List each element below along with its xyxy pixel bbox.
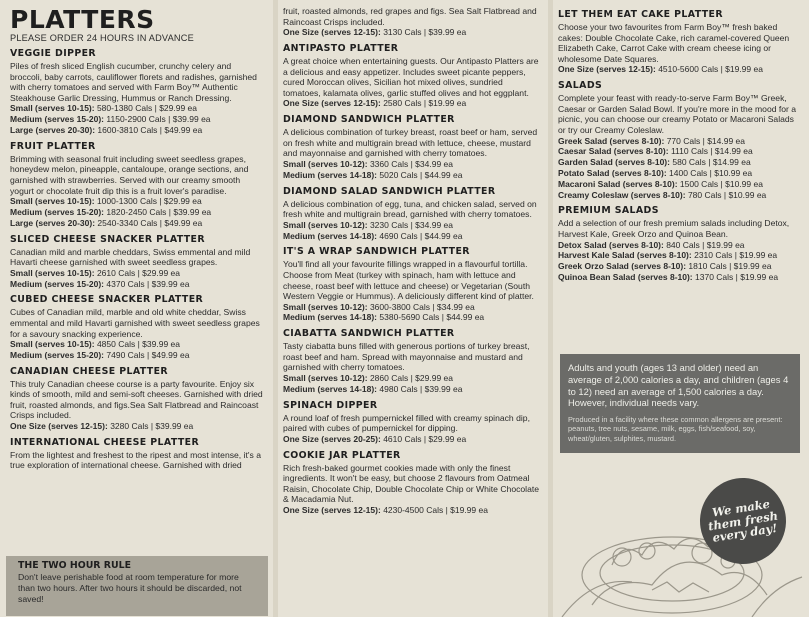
- menu-section: [10, 48, 264, 136]
- size-price-line: Potato Salad (serves 8-10): 1400 Cals | $10.99 ea: [558, 167, 753, 178]
- price: $44.99 ea: [446, 312, 485, 323]
- calories: 4610 Cals: [383, 433, 422, 444]
- calories: 3280 Cals: [110, 421, 149, 432]
- price: $39.99 ea: [155, 421, 194, 432]
- section-title: ANTIPASTO PLATTER: [283, 42, 399, 54]
- page-subtitle: PLEASE ORDER 24 HOURS IN ADVANCE: [10, 33, 194, 43]
- size-price-line: Caesar Salad (serves 8-10): 1110 Cals | $14.99 ea: [558, 146, 753, 157]
- section-title: SALADS: [558, 80, 603, 92]
- size-label: Medium (serves 14-18):: [283, 169, 378, 180]
- size-label: Medium (serves 14-18):: [283, 230, 378, 241]
- calories: 5020 Cals: [379, 169, 418, 180]
- section-description: Complete your feast with ready-to-serve Farm Boy™ Greek, Caesar or Garden Salad Bowl. If you're more in the mood for a picnic, you can choose our creamy Potato or Macaroni Salads or try our Creamy Coleslaw.: [558, 93, 797, 135]
- calories: 1110 Cals: [670, 146, 708, 157]
- section-title: IT'S A WRAP SANDWICH PLATTER: [283, 246, 470, 258]
- size-price-line: One Size (serves 12-15): 4230-4500 Cals | $19.99 ea: [283, 505, 488, 516]
- price: $14.99 ea: [712, 157, 751, 168]
- section-description: Tasty ciabatta buns filled with generous portions of turkey breast, roast beef and ham. Spread with mayonnaise and mustard and garnished with cherry tomatoes.: [283, 341, 530, 373]
- column-1-sections: [10, 48, 264, 471]
- section-description: Choose your two favourites from Farm Boy™ fresh baked cakes: Double Chocolate Cake, rich caramel-covered Queen Elizabeth Cake, Carrot Cake with cream cheese icing or wholesome Date Squares.: [558, 22, 790, 64]
- section-title: DIAMOND SALAD SANDWICH PLATTER: [283, 185, 496, 197]
- section-description: A round loaf of fresh pumpernickel filled with creamy spinach dip, paired with cubes of pumpernickel for dipping.: [283, 412, 530, 434]
- section-description: This truly Canadian cheese course is a party favourite. Enjoy six kinds of smooth, mild and semi-soft cheeses. Garnished with dried fruit, roasted almonds, and figs.Sea Salt Flatbread and Raincoast Crisps included.: [10, 378, 263, 421]
- size-price-line: Detox Salad (serves 8-10): 840 Cals | $19.99 ea: [558, 239, 745, 250]
- calories: 2610 Cals: [96, 267, 136, 278]
- menu-section: [283, 43, 542, 109]
- calories: 2540-3340 Cals: [97, 217, 158, 228]
- column-2-sections: [283, 6, 542, 516]
- size-price-line: Small (serves 10-15): 1000-1300 Cals | $29.99 ea: [10, 196, 202, 207]
- price: $19.99 ea: [740, 271, 779, 282]
- section-description: A delicious combination of egg, tuna, and chicken salad, served on fresh white and multigrain bread, garnished with cherry tomatoes.: [283, 198, 537, 220]
- size-price-line: Medium (serves 15-20): 4370 Cals | $39.99 ea: [10, 278, 190, 289]
- calories: 580-1380 Cals: [96, 103, 153, 114]
- calories: 1000-1300 Cals: [96, 196, 157, 207]
- size-price-line: Large (serves 20-30): 2540-3340 Cals | $49.99 ea: [10, 217, 203, 228]
- size-label: Macaroni Salad (serves 8-10):: [558, 178, 678, 189]
- price: $39.99 ea: [172, 114, 211, 125]
- size-price-line: Small (serves 10-15): 4850 Cals | $39.99 ea: [10, 339, 180, 350]
- price: $10.99 ea: [714, 167, 753, 178]
- section-title: INTERNATIONAL CHEESE PLATTER: [10, 436, 200, 448]
- calories: 1810 Cals: [688, 261, 727, 272]
- size-label: Small (serves 10-12):: [283, 373, 368, 384]
- size-price-line: One Size (serves 12-15): 2580 Cals | $19.99 ea: [283, 98, 467, 109]
- section-title: FRUIT PLATTER: [10, 140, 96, 152]
- menu-section: [283, 328, 542, 394]
- size-label: Harvest Kale Salad (serves 8-10):: [558, 250, 692, 261]
- size-price-line: Creamy Coleslaw (serves 8-10): 780 Cals | $10.99 ea: [558, 189, 767, 200]
- price: $39.99 ea: [142, 339, 180, 350]
- price: $29.99 ea: [428, 433, 467, 444]
- menu-section: [283, 246, 542, 323]
- calories: 3360 Cals: [369, 158, 409, 169]
- size-price-line: Harvest Kale Salad (serves 8-10): 2310 Cals | $19.99 ea: [558, 250, 778, 261]
- menu-section: [283, 114, 542, 180]
- section-description: Brimming with seasonal fruit including sweet seedless grapes, honeydew melon, pineapple, cantaloupe, orange sections, and garnished with strawberries. Served with our creamy smooth yogurt or chocolate fruit dip this is a fruit lover's paradise.: [10, 153, 249, 196]
- price: $34.99 ea: [436, 301, 475, 312]
- price: $49.99 ea: [151, 349, 190, 360]
- size-price-line: Small (serves 10-12): 3230 Cals | $34.99 ea: [283, 219, 453, 230]
- price: $34.99 ea: [415, 219, 453, 230]
- calories: 4230-4500 Cals: [383, 505, 444, 516]
- column-2: [278, 0, 548, 521]
- calories: 1150-2900 Cals: [106, 114, 166, 125]
- calories: 2860 Cals: [369, 373, 409, 384]
- calories: 4370 Cals: [106, 278, 145, 289]
- size-label: One Size (serves 12-15):: [283, 505, 381, 516]
- price: $10.99 ea: [728, 189, 767, 200]
- section-description: From the lightest and freshest to the ripest and most intense, it's a true exploration of international cheese. Garnished with dried: [10, 449, 261, 471]
- price: $49.99 ea: [164, 217, 203, 228]
- size-label: One Size (serves 12-15):: [283, 27, 381, 38]
- calories: 2310 Cals: [694, 250, 733, 261]
- size-label: Potato Salad (serves 8-10):: [558, 167, 667, 178]
- menu-section: [283, 400, 542, 445]
- size-label: One Size (serves 12-15):: [283, 98, 381, 109]
- menu-section: [283, 450, 542, 516]
- size-label: Large (serves 20-30):: [10, 124, 96, 135]
- section-description: You'll find all your favourite fillings wrapped in a flavourful tortilla. Choose from Meat (turkey with spinach, ham with lettuce and cheese, roast beef with lettuce and cheese) or Vegetarian (South Western Veggie or Hummus). A deliciously different kind of platter.: [283, 259, 534, 302]
- size-price-line: One Size (serves 12-15): 3280 Cals | $39.99 ea: [10, 421, 194, 432]
- price: $39.99 ea: [173, 206, 212, 217]
- size-label: Small (serves 10-15):: [10, 267, 95, 278]
- section-title: LET THEM EAT CAKE PLATTER: [558, 9, 723, 20]
- size-label: Medium (serves 15-20):: [10, 114, 105, 125]
- section-title: SPINACH DIPPER: [283, 399, 378, 411]
- calories: 1500 Cals: [679, 178, 719, 189]
- price: $14.99 ea: [707, 135, 746, 146]
- nutrition-info-box: [560, 354, 800, 453]
- menu-section: [10, 234, 264, 290]
- menu-section: [10, 437, 264, 471]
- section-description: A great choice when entertaining guests. Our Antipasto Platters are a delicious and easy appetizer. Includes sweet picante peppers, cured Moroccan olives, Sicilian hot mixed olives, sundried tomatoes, kalamata olives, garlic stuffed olives and hot eggplant.: [283, 55, 539, 98]
- size-price-line: One Size (serves 12-15): 4510-5600 Cals | $19.99 ea: [558, 64, 763, 75]
- price: $19.99 ea: [450, 505, 488, 516]
- size-price-line: Small (serves 10-15): 580-1380 Cals | $29.99 ea: [10, 103, 198, 114]
- calories: 3600-3800 Cals: [369, 301, 430, 312]
- price: $39.99 ea: [424, 383, 463, 394]
- calories: 4510-5600 Cals: [658, 64, 719, 75]
- size-label: Quinoa Bean Salad (serves 8-10):: [558, 271, 693, 282]
- size-price-line: One Size (serves 12-15): 3130 Cals | $39.99 ea: [283, 27, 467, 38]
- section-description: Cubes of Canadian mild, marble and old white cheddar, Swiss emmental and mild Havarti garnished with sweet seedless grapes for a savoury snacking experience.: [10, 307, 260, 339]
- column-1: [0, 0, 272, 476]
- two-hour-rule-title: THE TWO HOUR RULE: [18, 560, 131, 571]
- size-label: Medium (serves 15-20):: [10, 349, 105, 360]
- page-title: PLATTERS: [10, 5, 155, 34]
- price: $19.99 ea: [428, 98, 467, 109]
- size-price-line: Medium (serves 14-18): 5380-5690 Cals | $44.99 ea: [283, 312, 485, 323]
- section-description: Rich fresh-baked gourmet cookies made with only the finest ingredients. It won't be easy, but choose 2 flavours from Oatmeal Raisin, Chocolate Chip, Double Chocolate Chip or White Chocolate & Macadamia Nut.: [283, 462, 540, 505]
- calories: 3130 Cals: [383, 27, 422, 38]
- calories: 4980 Cals: [379, 383, 418, 394]
- size-price-line: Medium (serves 14-18): 5020 Cals | $44.99 ea: [283, 169, 463, 180]
- price: $10.99 ea: [725, 178, 763, 189]
- menu-section: [10, 366, 264, 432]
- calories: 770 Cals: [666, 135, 701, 146]
- section-description: Add a selection of our fresh premium salads including Detox, Harvest Kale, Greek Orzo and Quinoa Bean.: [558, 218, 790, 239]
- size-label: Small (serves 10-12):: [283, 158, 368, 169]
- menu-section: [283, 6, 542, 38]
- price: $19.99 ea: [706, 239, 745, 250]
- price: $19.99 ea: [725, 64, 763, 75]
- section-title: CIABATTA SANDWICH PLATTER: [283, 328, 455, 340]
- price: $29.99 ea: [163, 196, 202, 207]
- price: $39.99 ea: [428, 27, 467, 38]
- size-price-line: Medium (serves 15-20): 7490 Cals | $49.99 ea: [10, 349, 190, 360]
- section-title: COOKIE JAR PLATTER: [283, 449, 401, 461]
- size-label: One Size (serves 12-15):: [558, 64, 656, 75]
- size-price-line: Garden Salad (serves 8-10): 580 Cals | $14.99 ea: [558, 157, 751, 168]
- size-label: Small (serves 10-15):: [10, 339, 95, 350]
- price: $29.99 ea: [142, 267, 180, 278]
- size-price-line: Greek Orzo Salad (serves 8-10): 1810 Cals | $19.99 ea: [558, 261, 772, 272]
- price: $39.99 ea: [151, 278, 190, 289]
- calories: 840 Cals: [666, 239, 700, 250]
- section-title: CANADIAN CHEESE PLATTER: [10, 365, 169, 377]
- size-label: Small (serves 10-15):: [10, 196, 95, 207]
- price: $29.99 ea: [159, 103, 198, 114]
- price: $34.99 ea: [415, 158, 453, 169]
- calories: 1820-2450 Cals: [106, 206, 167, 217]
- size-label: Small (serves 10-15):: [10, 103, 95, 114]
- size-label: Caesar Salad (serves 8-10):: [558, 146, 669, 157]
- price: $44.99 ea: [424, 169, 463, 180]
- size-price-line: Medium (serves 15-20): 1820-2450 Cals | $39.99 ea: [10, 206, 212, 217]
- section-title: PREMIUM SALADS: [558, 205, 659, 217]
- size-label: Creamy Coleslaw (serves 8-10):: [558, 189, 686, 200]
- size-label: Garden Salad (serves 8-10):: [558, 157, 670, 168]
- calories: 4850 Cals: [96, 339, 136, 350]
- price: $14.99 ea: [714, 146, 753, 157]
- calories: 5380-5690 Cals: [379, 312, 440, 323]
- price: $19.99 ea: [733, 261, 772, 272]
- size-price-line: Small (serves 10-12): 2860 Cals | $29.99 ea: [283, 373, 453, 384]
- size-price-line: Small (serves 10-12): 3360 Cals | $34.99 ea: [283, 158, 453, 169]
- two-hour-rule-box: [6, 556, 268, 616]
- size-label: Medium (serves 14-18):: [283, 312, 378, 323]
- size-label: Medium (serves 15-20):: [10, 278, 105, 289]
- price: $19.99 ea: [739, 250, 778, 261]
- price: $44.99 ea: [424, 230, 463, 241]
- fresh-daily-badge: We make them fresh every day!: [694, 472, 792, 570]
- size-label: Large (serves 20-30):: [10, 217, 96, 228]
- size-label: Small (serves 10-12):: [283, 219, 368, 230]
- size-label: Greek Orzo Salad (serves 8-10):: [558, 261, 687, 272]
- size-price-line: Medium (serves 14-18): 4980 Cals | $39.99 ea: [283, 383, 463, 394]
- allergen-statement: Produced in a facility where these common allergens are present: peanuts, tree nuts, sesame, milk, eggs, fish/seafood, soy, wheat/gluten, sulphites, mustard.: [568, 415, 783, 443]
- size-price-line: Small (serves 10-12): 3600-3800 Cals | $34.99 ea: [283, 301, 475, 312]
- size-price-line: Quinoa Bean Salad (serves 8-10): 1370 Cals | $19.99 ea: [558, 271, 779, 282]
- menu-section: [558, 80, 801, 200]
- size-label: Detox Salad (serves 8-10):: [558, 239, 664, 250]
- size-label: Greek Salad (serves 8-10):: [558, 135, 665, 146]
- column-3: [552, 0, 809, 288]
- section-description: fruit, roasted almonds, red grapes and figs. Sea Salt Flatbread and Raincoast Crisps included.: [283, 6, 537, 27]
- size-label: One Size (serves 12-15):: [10, 421, 108, 432]
- size-price-line: Medium (serves 14-18): 4690 Cals | $44.99 ea: [283, 230, 463, 241]
- size-price-line: One Size (serves 20-25): 4610 Cals | $29.99 ea: [283, 433, 467, 444]
- section-description: Canadian mild and marble cheddars, Swiss emmental and mild Havarti cheese garnished with sweet seedless grapes.: [10, 246, 251, 268]
- calories: 2580 Cals: [383, 98, 422, 109]
- size-price-line: Macaroni Salad (serves 8-10): 1500 Cals | $10.99 ea: [558, 178, 763, 189]
- calories: 580 Cals: [672, 157, 706, 168]
- calories: 780 Cals: [687, 189, 722, 200]
- calories: 3230 Cals: [369, 219, 409, 230]
- calorie-statement: Adults and youth (ages 13 and older) need an average of 2,000 calories a day, and children (ages 4 to 12) need an average of 1,500 calories a day. However, individual needs vary.: [568, 362, 789, 409]
- section-title: CUBED CHEESE SNACKER PLATTER: [10, 294, 204, 306]
- section-title: DIAMOND SANDWICH PLATTER: [283, 114, 455, 126]
- menu-section: [10, 141, 264, 229]
- size-price-line: Greek Salad (serves 8-10): 770 Cals | $14.99 ea: [558, 135, 746, 146]
- section-title: VEGGIE DIPPER: [10, 48, 97, 59]
- menu-section: [10, 294, 264, 360]
- calories: 1370 Cals: [695, 271, 734, 282]
- section-description: A delicious combination of turkey breast, roast beef or ham, served on fresh white and multigrain bread with lettuce, cheese, mustard and mayonnaise and garnished with cherry tomatoes.: [283, 127, 538, 159]
- price: $49.99 ea: [164, 124, 203, 135]
- menu-section: [558, 9, 801, 75]
- calories: 4690 Cals: [379, 230, 418, 241]
- size-label: Small (serves 10-12):: [283, 301, 368, 312]
- calories: 7490 Cals: [106, 349, 145, 360]
- section-title: SLICED CHEESE SNACKER PLATTER: [10, 233, 205, 245]
- calories: 1600-3810 Cals: [97, 124, 158, 135]
- size-label: Medium (serves 14-18):: [283, 383, 378, 394]
- price: $29.99 ea: [415, 373, 453, 384]
- size-price-line: Small (serves 10-15): 2610 Cals | $29.99 ea: [10, 267, 180, 278]
- calories: 1400 Cals: [669, 167, 708, 178]
- column-3-sections: [558, 9, 801, 283]
- section-description: Piles of fresh sliced English cucumber, crunchy celery and broccoli, baby carrots, cauliflower florets and radishes, garnished with cherry tomatoes and served with Farm Boy™ Authentic Steakhouse Garlic Dressing, Hummus or Ranch Dressing.: [10, 61, 257, 103]
- two-hour-rule-text: Don't leave perishable food at room temperature for more than two hours. After two hours it should be discarded, not saved!: [18, 572, 242, 604]
- size-price-line: Large (serves 20-30): 1600-3810 Cals | $49.99 ea: [10, 124, 203, 135]
- size-label: One Size (serves 20-25):: [283, 433, 381, 444]
- size-label: Medium (serves 15-20):: [10, 206, 105, 217]
- menu-section: [558, 205, 801, 282]
- size-price-line: Medium (serves 15-20): 1150-2900 Cals | $39.99 ea: [10, 114, 211, 125]
- menu-section: [283, 186, 542, 242]
